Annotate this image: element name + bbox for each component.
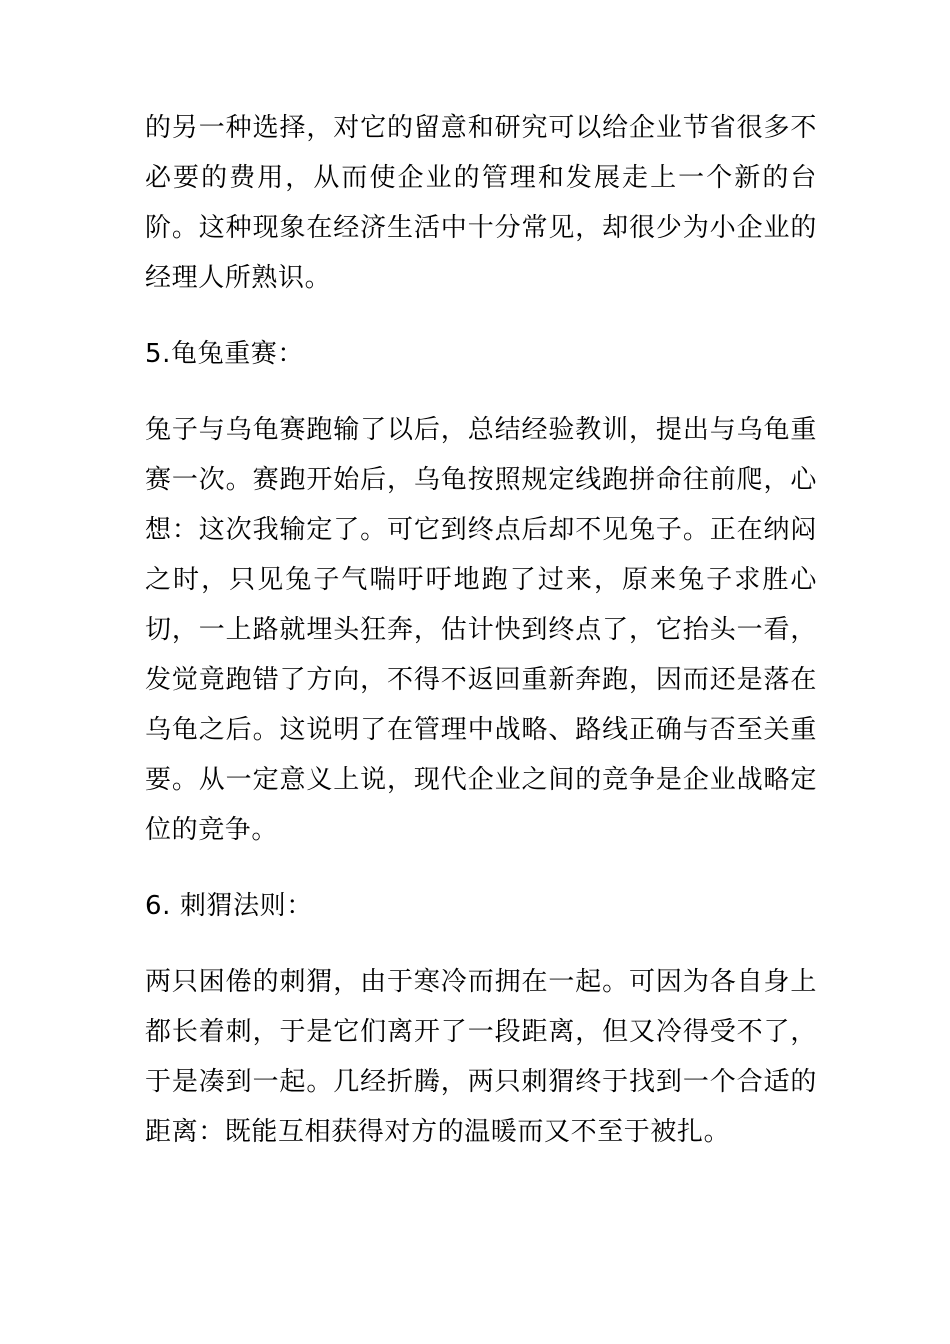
paragraph-continued: 的另一种选择，对它的留意和研究可以给企业节省很多不必要的费用，从而使企业的管理和发展走上一个新的台阶。这种现象在经济生活中十分常见，却很少为小企业的经理人所熟识。 xyxy=(145,113,817,293)
spacer xyxy=(145,931,817,957)
document-page xyxy=(145,103,817,1157)
spacer xyxy=(145,303,817,329)
paragraph-hedgehog: 两只困倦的刺猬，由于寒冷而拥在一起。可因为各自身上都长着刺，于是它们离开了一段距离，但又冷得受不了，于是凑到一起。几经折腾，两只刺猬终于找到一个合适的距离：既能互相获得对方的温暖而又不至于被扎。 xyxy=(145,967,817,1147)
paragraph-tortoise-hare: 兔子与乌龟赛跑输了以后，总结经验教训，提出与乌龟重赛一次。赛跑开始后，乌龟按照规定线跑拼命往前爬，心想：这次我输定了。可它到终点后却不见兔子。正在纳闷之时，只见兔子气喘吁吁地跑了过来，原来兔子求胜心切，一上路就埋头狂奔，估计快到终点了，它抬头一看，发觉竟跑错了方向，不得不返回重新奔跑，因而还是落在乌龟之后。这说明了在管理中战略、路线正确与否至关重要。从一定意义上说，现代企业之间的竞争是企业战略定位的竞争。 xyxy=(145,415,817,845)
section-heading-6: 6. 刺猬法则： xyxy=(145,891,313,921)
section-heading-5: 5.龟兔重赛： xyxy=(145,339,305,369)
spacer xyxy=(145,379,817,405)
spacer xyxy=(145,855,817,881)
